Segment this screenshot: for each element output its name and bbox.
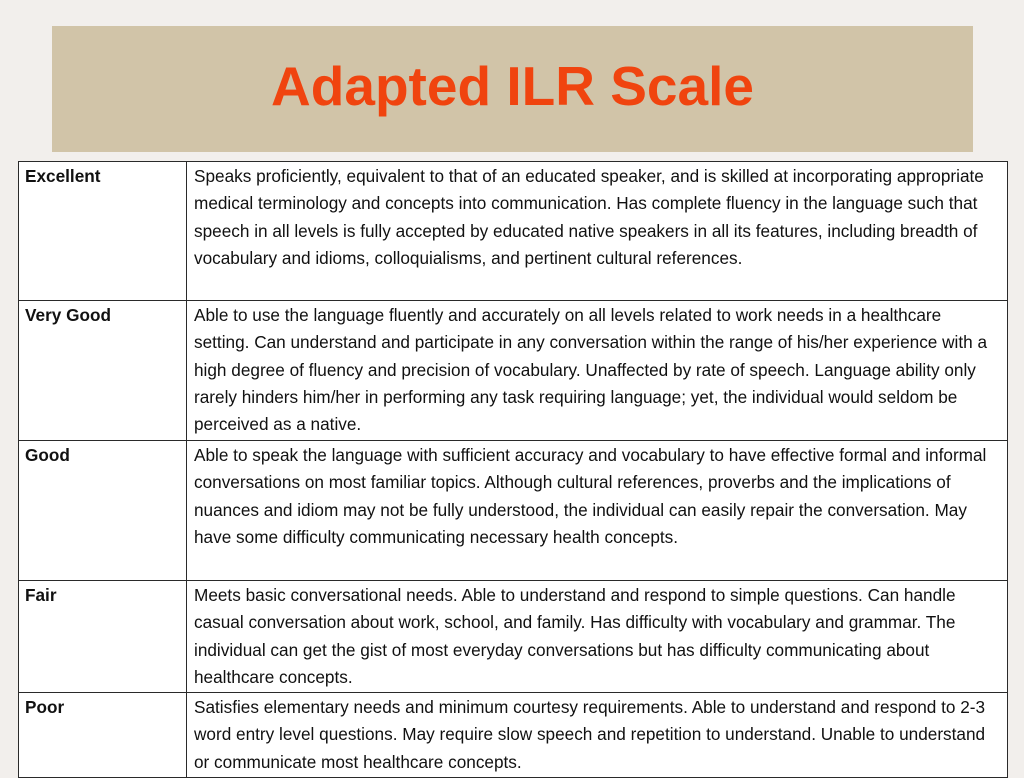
ilr-scale-table <box>18 161 1008 778</box>
title-banner <box>52 26 973 152</box>
level-cell: Good <box>19 441 187 581</box>
level-cell: Fair <box>19 581 187 693</box>
description-cell: Able to use the language fluently and accurately on all levels related to work needs in a healthcare setting. Can understand and participate in any conversation within the range of his/her experience with a high degree of fluency and precision of vocabulary. Unaffected by rate of speech. Language ability only rarely hinders him/her in performing any task requiring language; yet, the individual would seldom be perceived as a native. <box>187 301 1008 441</box>
level-cell: Poor <box>19 693 187 778</box>
slide-title: Adapted ILR Scale <box>271 55 754 117</box>
table-row <box>19 162 1008 301</box>
table-row <box>19 301 1008 441</box>
table-row <box>19 693 1008 778</box>
description-cell: Satisfies elementary needs and minimum courtesy requirements. Able to understand and respond to 2-3 word entry level questions. May require slow speech and repetition to understand. Unable to understand or communicate most healthcare concepts. <box>187 693 1008 778</box>
description-cell: Speaks proficiently, equivalent to that of an educated speaker, and is skilled at incorporating appropriate medical terminology and concepts into communication. Has complete fluency in the language such that speech in all levels is fully accepted by educated native speakers in all its features, including breadth of vocabulary and idioms, colloquialisms, and pertinent cultural references. <box>187 162 1008 301</box>
description-cell: Able to speak the language with sufficient accuracy and vocabulary to have effective formal and informal conversations on most familiar topics. Although cultural references, proverbs and the implications of nuances and idiom may not be fully understood, the individual can easily repair the conversation. May have some difficulty communicating necessary health concepts. <box>187 441 1008 581</box>
table-row <box>19 581 1008 693</box>
level-cell: Excellent <box>19 162 187 301</box>
table-row <box>19 441 1008 581</box>
description-cell: Meets basic conversational needs. Able to understand and respond to simple questions. Can handle casual conversation about work, school, and family. Has difficulty with vocabulary and grammar. The individual can get the gist of most everyday conversations but has difficulty communicating about healthcare concepts. <box>187 581 1008 693</box>
level-cell: Very Good <box>19 301 187 441</box>
